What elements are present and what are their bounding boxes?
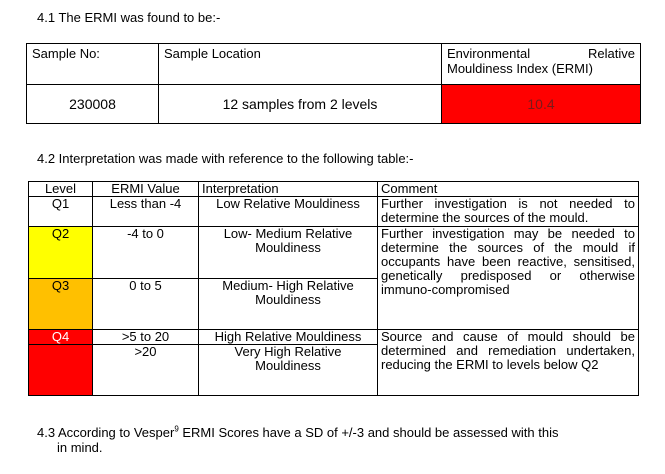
value-q3: 0 to 5 [93, 279, 199, 330]
section-4-3-cont: in mind. [57, 440, 103, 455]
comment-q1: Further investigation is not needed to determine the sources of the mould. [378, 197, 639, 227]
comment-q2-q3: Further investigation may be needed to determine the sources of the mould if occupants have been reactive, sensitised, genetically predisposed or otherwise immuno-compromised [378, 227, 639, 330]
interp-row-q4 [29, 330, 639, 345]
cell-sample-location: 12 samples from 2 levels [159, 85, 442, 124]
level-q4: Q4 [29, 330, 93, 345]
interp-row-q1 [29, 197, 639, 227]
header-comment: Comment [378, 182, 639, 197]
header-interpretation: Interpretation [199, 182, 378, 197]
cell-ermi-value: 10.4 [442, 85, 641, 124]
header-ermi [442, 44, 641, 85]
interpretation-table [28, 181, 639, 396]
header-ermi-word1: Environmental [447, 46, 531, 61]
level-q1: Q1 [29, 197, 93, 227]
interpretation-very-high: Very High Relative Mouldiness [199, 345, 378, 396]
header-sample-location: Sample Location [159, 44, 442, 85]
value-q2: -4 to 0 [93, 227, 199, 279]
results-header-row [27, 44, 641, 85]
value-q1: Less than -4 [93, 197, 199, 227]
section-4-2-heading: 4.2 Interpretation was made with reference to the following table:- [37, 151, 414, 166]
value-q4: >5 to 20 [93, 330, 199, 345]
interpretation-q2: Low- Medium Relative Mouldiness [199, 227, 378, 279]
interpretation-q1: Low Relative Mouldiness [199, 197, 378, 227]
footnote-ref: 9 [174, 424, 179, 434]
interpretation-q4: High Relative Mouldiness [199, 330, 378, 345]
header-sample-no: Sample No: [27, 44, 159, 85]
section-4-3-paragraph [37, 425, 647, 455]
value-very-high: >20 [93, 345, 199, 396]
header-ermi-line2: Mouldiness Index (ERMI) [447, 61, 593, 76]
header-level: Level [29, 182, 93, 197]
interp-row-q2 [29, 227, 639, 279]
results-row [27, 85, 641, 124]
interp-header-row [29, 182, 639, 197]
cell-sample-no: 230008 [27, 85, 159, 124]
ermi-results-table [26, 43, 641, 124]
level-very-high [29, 345, 93, 396]
section-4-3-rest: ERMI Scores have a SD of +/-3 and should be assessed with this [178, 425, 559, 440]
section-4-3-prefix: 4.3 According to Vesper [37, 425, 175, 440]
section-4-1-heading: 4.1 The ERMI was found to be:- [37, 10, 221, 25]
level-q3: Q3 [29, 279, 93, 330]
interpretation-q3: Medium- High Relative Mouldiness [199, 279, 378, 330]
header-ermi-word2: Relative [588, 46, 635, 61]
level-q2: Q2 [29, 227, 93, 279]
comment-q4: Source and cause of mould should be determined and remediation undertaken, reducing the ERMI to levels below Q2 [378, 330, 639, 396]
header-ermi-value: ERMI Value [93, 182, 199, 197]
